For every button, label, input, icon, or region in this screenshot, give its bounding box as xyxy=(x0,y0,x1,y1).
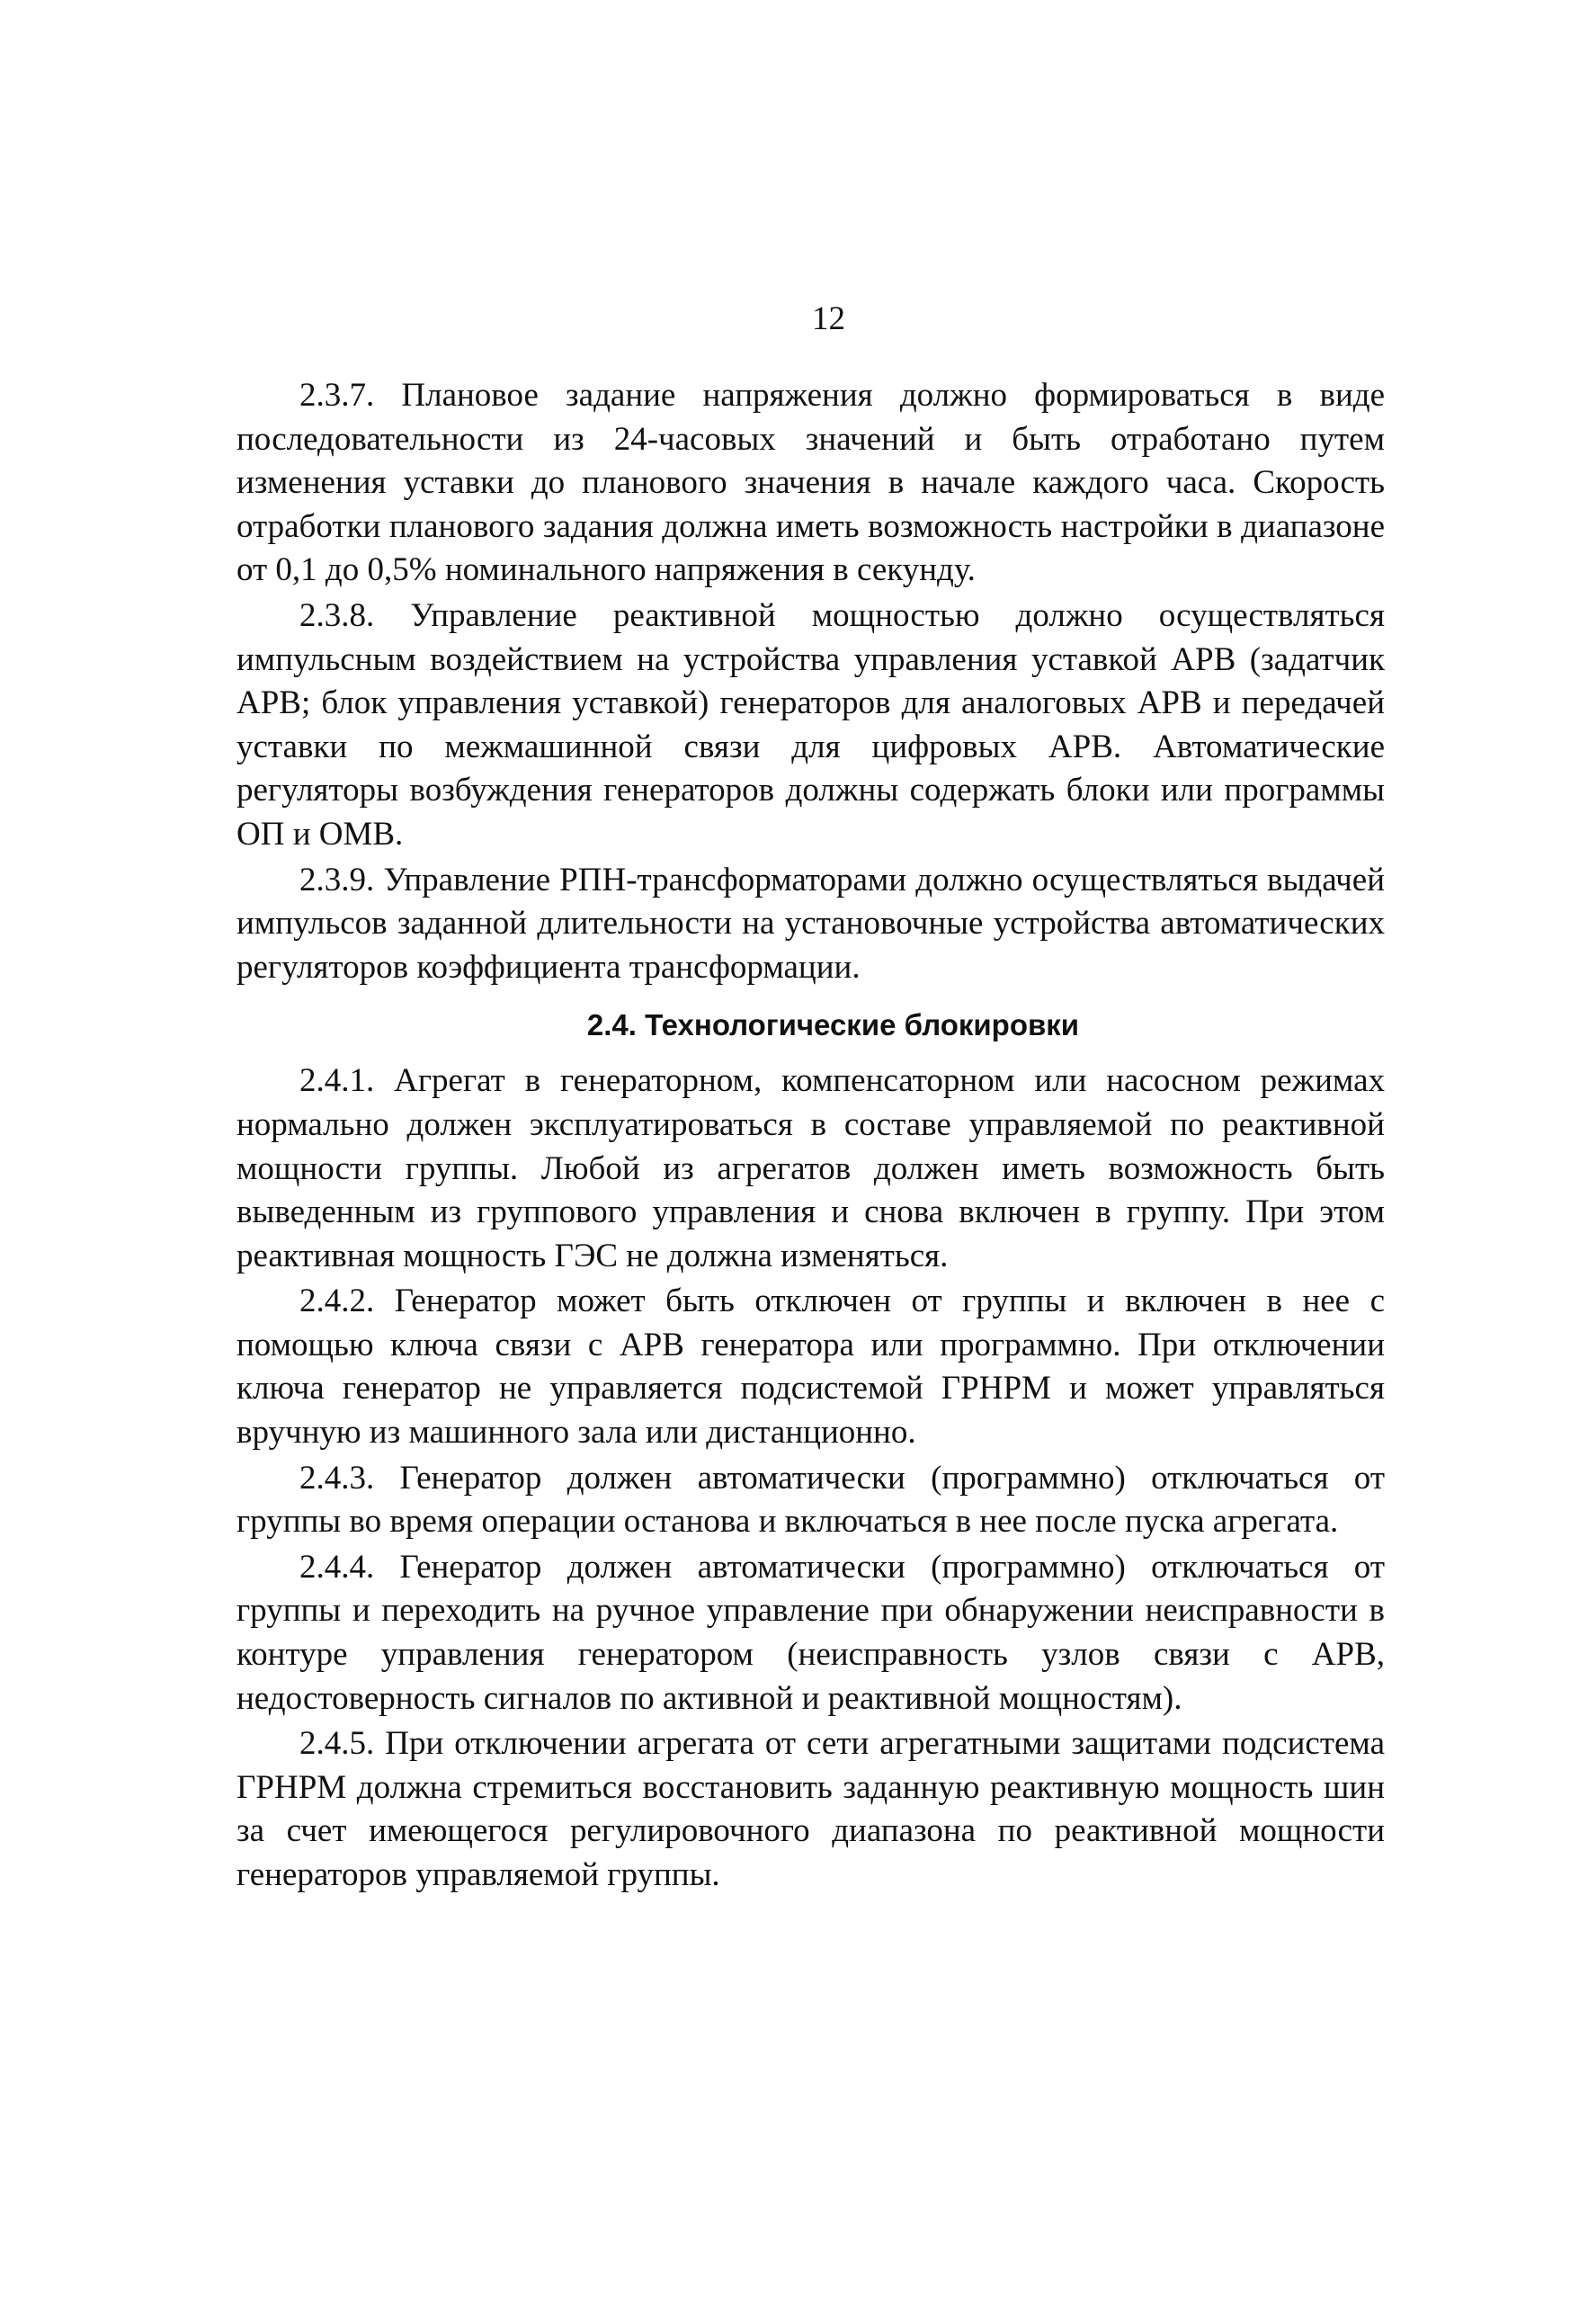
paragraph-2-3-9 xyxy=(236,859,1385,990)
paragraph-2-4-4 xyxy=(236,1546,1385,1721)
document-page xyxy=(236,297,1385,1899)
paragraph-2-3-7 xyxy=(236,374,1385,593)
paragraph-2-4-1 xyxy=(236,1059,1385,1278)
clause-number: 2.3.9. xyxy=(299,861,375,898)
clause-number: 2.4.5. xyxy=(299,1725,375,1763)
paragraph-2-4-3 xyxy=(236,1457,1385,1544)
clause-text: Агрегат в генераторном, компенсаторном или насосном режимах нормально должен эксплуатироваться в составе управляемой по реактивной мощности группы. Любой из агрегатов должен иметь возможность быть выведенным из группового управления и снова включен в группу. При этом реактивная мощность ГЭС не должна изменяться. xyxy=(236,1062,1385,1274)
page-number: 12 xyxy=(812,300,845,337)
clause-number: 2.4.1. xyxy=(299,1062,375,1100)
clause-text: Генератор должен автоматически (программно) отключаться от группы во время операции останова и включаться в нее после пуска агрегата. xyxy=(236,1459,1385,1541)
clause-text: Плановое задание напряжения должно формироваться в виде последовательности из 24-часовых значений и быть отработано путем изменения уставки до планового значения в начале каждого часа. Скорость отработки планового задания должна иметь возможность настройки в диапазоне от 0,1 до 0,5% номинального напряжения в секунду. xyxy=(236,377,1385,589)
clause-number: 2.4.2. xyxy=(299,1283,375,1320)
clause-text: При отключении агрегата от сети агрегатными защитами подсистема ГРНРМ должна стремиться восстановить заданную реактивную мощность шин за счет имеющегося регулировочного диапазона по реактивной мощности генераторов управляемой группы. xyxy=(236,1725,1385,1893)
clause-number: 2.3.8. xyxy=(299,596,375,634)
clause-text: Генератор должен автоматически (программно) отключаться от группы и переходить на ручное управление при обнаружении неисправности в контуре управления генератором (неисправность узлов связи с АРВ, недостоверность сигналов по активной и реактивной мощностям). xyxy=(236,1548,1385,1717)
clause-number: 2.4.4. xyxy=(299,1548,375,1586)
clause-text: Управление реактивной мощностью должно осуществляться импульсным воздействием на устройства управления уставкой АРВ (задатчик АРВ; блок управления уставкой) генераторов для аналоговых АРВ и передачей уставки по межмашинной связи для цифровых АРВ. Автоматические регуляторы возбуждения генераторов должны содержать блоки или программы ОП и ОМВ. xyxy=(236,596,1385,853)
clause-number: 2.4.3. xyxy=(299,1459,375,1497)
section-heading: 2.4. Технологические блокировки xyxy=(586,1008,1080,1042)
clause-text: Управление РПН-трансформаторами должно осуществляться выдачей импульсов заданной длительности на установочные устройства автоматических регуляторов коэффициента трансформации. xyxy=(236,861,1385,986)
paragraph-2-3-8 xyxy=(236,594,1385,857)
clause-number: 2.3.7. xyxy=(299,377,375,414)
clause-text: Генератор может быть отключен от группы и включен в нее с помощью ключа связи с АРВ генератора или программно. При отключении ключа генератор не управляется подсистемой ГРНРМ и может управляться вручную из машинного зала или дистанционно. xyxy=(236,1283,1385,1452)
paragraph-2-4-5 xyxy=(236,1722,1385,1897)
paragraph-2-4-2 xyxy=(236,1280,1385,1454)
